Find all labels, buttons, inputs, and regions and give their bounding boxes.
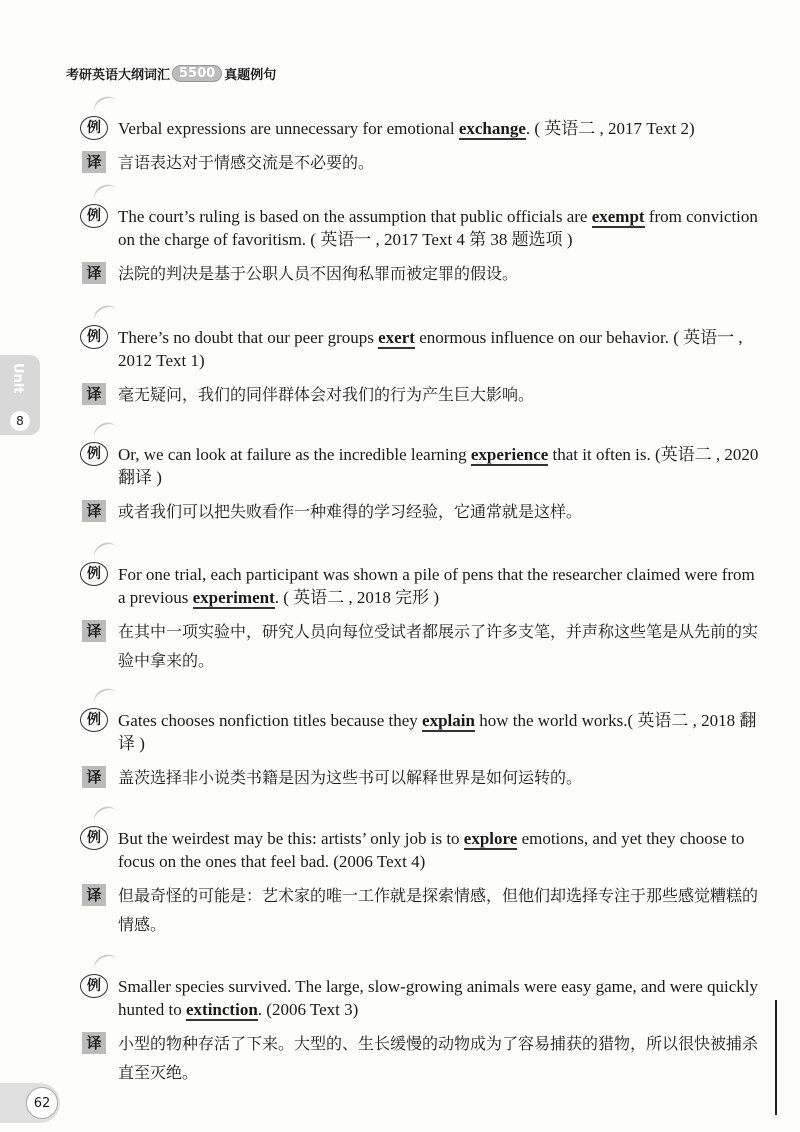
sentence-before: Gates chooses nonfiction titles because they xyxy=(118,711,423,730)
example-entry xyxy=(80,975,760,1087)
sentence-before: There’s no doubt that our peer groups xyxy=(118,328,379,347)
header-title: 考研英语大纲词汇 xyxy=(66,68,171,83)
translation-text: 言语表达对于情感交流是不必要的。 xyxy=(118,153,375,172)
keyword: explain xyxy=(422,711,475,730)
translation xyxy=(80,1029,760,1087)
translation-marker-icon: 译 xyxy=(82,383,106,405)
sentence-before: For one trial, each participant was shown a pile of pens that the researcher claimed were from a previous xyxy=(118,565,755,607)
example-marker-icon: 例 xyxy=(80,562,108,586)
sentence-after: from conviction on the charge of favoritism. ( 英语一 , 2017 Text 4 第 38 题选项 ) xyxy=(118,207,758,249)
header-subtitle: 真题例句 xyxy=(224,68,277,83)
example-sentence xyxy=(80,326,760,372)
translation-marker-icon: 译 xyxy=(82,151,106,173)
example-sentence xyxy=(80,443,760,489)
sentence-before: But the weirdest may be this: artists’ only job is to xyxy=(118,829,464,848)
example-entry xyxy=(80,117,760,177)
sentence-before: Or, we can look at failure as the incredible learning xyxy=(118,445,471,464)
sentence-after: enormous influence on our behavior. ( 英语一 , 2012 Text 1) xyxy=(118,328,743,370)
sentence-before: The court’s ruling is based on the assumption that public officials are xyxy=(118,207,592,226)
translation-marker-icon: 译 xyxy=(82,620,106,642)
keyword: exert xyxy=(378,328,415,347)
translation-marker-icon: 译 xyxy=(82,884,106,906)
sentence-after: . ( 英语二 , 2018 完形 ) xyxy=(274,588,440,607)
translation xyxy=(80,259,760,288)
translation-marker-icon: 译 xyxy=(82,262,106,284)
example-sentence xyxy=(80,563,760,609)
keyword: extinction xyxy=(186,1000,258,1019)
translation xyxy=(80,881,760,939)
sentence-after: that it often is. (英语二 , 2020 翻译 ) xyxy=(118,445,759,487)
sentence-after: how the world works.( 英语二 , 2018 翻译 ) xyxy=(118,711,757,753)
example-entry xyxy=(80,443,760,526)
sentence-before: Smaller species survived. The large, slow-growing animals were easy game, and were quickly hunted to xyxy=(118,977,758,1019)
example-entry xyxy=(80,709,760,792)
example-sentence xyxy=(80,827,760,873)
translation-text: 或者我们可以把失败看作一种难得的学习经验，它通常就是这样。 xyxy=(118,502,583,521)
header-badge: 5500 xyxy=(172,65,222,82)
translation-marker-icon: 译 xyxy=(82,1032,106,1054)
translation-text: 但最奇怪的可能是：艺术家的唯一工作就是探索情感，但他们却选择专注于那些感觉糟糕的情感。 xyxy=(118,886,759,934)
keyword: explore xyxy=(463,829,518,848)
keyword: experiment xyxy=(192,588,275,607)
example-marker-icon: 例 xyxy=(80,974,108,998)
translation-text: 在其中一项实验中，研究人员向每位受试者都展示了许多支笔，并声称这些笔是从先前的实验中拿来的。 xyxy=(118,622,759,670)
sentence-after: . (2006 Text 3) xyxy=(257,1000,359,1019)
translation-marker-icon: 译 xyxy=(82,766,106,788)
translation xyxy=(80,763,760,792)
example-sentence xyxy=(80,709,760,755)
running-header xyxy=(66,64,276,83)
sentence-after: emotions, and yet they choose to focus on the ones that feel bad. (2006 Text 4) xyxy=(118,829,745,871)
example-sentence xyxy=(80,205,760,251)
margin-rule xyxy=(775,1000,777,1115)
unit-tab xyxy=(0,355,40,435)
sentence-before: Verbal expressions are unnecessary for emotional xyxy=(118,119,459,138)
translation-marker-icon: 译 xyxy=(82,500,106,522)
translation-text: 法院的判决是基于公职人员不因徇私罪而被定罪的假设。 xyxy=(118,264,519,283)
sentence-after: . ( 英语二 , 2017 Text 2) xyxy=(525,119,695,138)
example-entry xyxy=(80,827,760,939)
page-number-tab xyxy=(0,1083,60,1123)
example-entry xyxy=(80,326,760,409)
example-marker-icon: 例 xyxy=(80,116,108,140)
translation xyxy=(80,148,760,177)
example-sentence xyxy=(80,117,760,140)
translation xyxy=(80,380,760,409)
example-marker-icon: 例 xyxy=(80,708,108,732)
keyword: experience xyxy=(470,445,549,464)
example-marker-icon: 例 xyxy=(80,826,108,850)
example-entry xyxy=(80,563,760,675)
translation-text: 小型的物种存活了下来。大型的、生长缓慢的动物成为了容易捕获的猎物，所以很快被捕杀直至灭绝。 xyxy=(118,1034,759,1082)
page-number: 62 xyxy=(26,1087,58,1119)
example-marker-icon: 例 xyxy=(80,325,108,349)
unit-number: 8 xyxy=(10,411,30,431)
keyword: exempt xyxy=(591,207,645,226)
example-entry xyxy=(80,205,760,288)
translation-text: 毫无疑问，我们的同伴群体会对我们的行为产生巨大影响。 xyxy=(118,385,535,404)
example-sentence xyxy=(80,975,760,1021)
example-marker-icon: 例 xyxy=(80,442,108,466)
example-marker-icon: 例 xyxy=(80,204,108,228)
unit-label: Unit xyxy=(10,363,25,394)
translation-text: 盖茨选择非小说类书籍是因为这些书可以解释世界是如何运转的。 xyxy=(118,768,583,787)
translation xyxy=(80,617,760,675)
keyword: exchange xyxy=(458,119,526,138)
translation xyxy=(80,497,760,526)
